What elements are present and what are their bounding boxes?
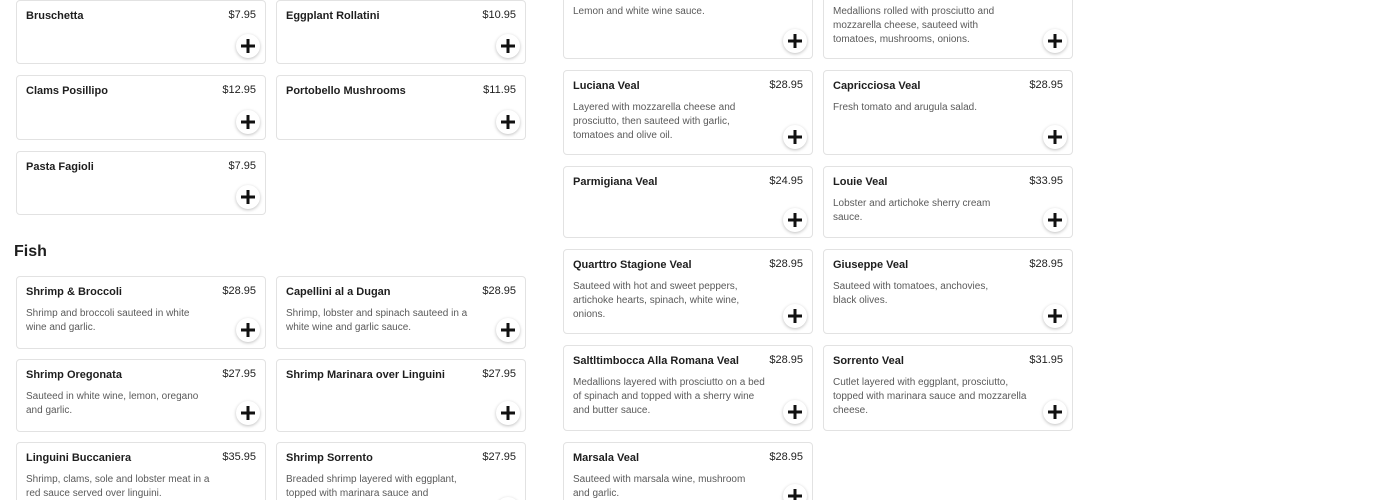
item-price: $7.95 [228, 9, 256, 21]
menu-item-card[interactable] [16, 0, 266, 64]
add-item-button[interactable] [496, 401, 520, 425]
item-price: $27.95 [222, 368, 256, 380]
add-item-button[interactable] [783, 29, 807, 53]
item-price: $28.95 [769, 79, 803, 91]
item-name: Capellini al a Dugan [286, 286, 391, 298]
add-item-button[interactable] [236, 110, 260, 134]
add-item-button[interactable] [783, 484, 807, 500]
item-name: Capricciosa Veal [833, 80, 921, 92]
plus-icon [788, 405, 802, 419]
add-item-button[interactable] [783, 304, 807, 328]
add-item-button[interactable] [1043, 400, 1067, 424]
menu-item-card[interactable] [276, 359, 526, 432]
menu-item-card[interactable] [276, 442, 526, 500]
plus-icon [788, 213, 802, 227]
add-item-button[interactable] [496, 318, 520, 342]
plus-icon [501, 323, 515, 337]
item-name: Portobello Mushrooms [286, 85, 406, 97]
plus-icon [1048, 309, 1062, 323]
item-description: Sauteed with hot and sweet peppers, artichoke hearts, spinach, white wine, onions. [573, 281, 740, 320]
menu-item-card[interactable] [823, 249, 1073, 334]
item-price: $11.95 [483, 84, 516, 96]
item-price: $24.95 [769, 175, 803, 187]
section-title-fish: Fish [14, 243, 47, 260]
item-description: Sauteed in white wine, lemon, oregano and garlic. [26, 391, 199, 416]
item-price: $35.95 [222, 451, 256, 463]
item-price: $28.95 [769, 354, 803, 366]
plus-icon [501, 115, 515, 129]
menu-item-card[interactable] [563, 249, 813, 334]
item-name: Shrimp Oregonata [26, 369, 122, 381]
item-description: Shrimp and broccoli sauteed in white wine and garlic. [26, 308, 190, 333]
plus-icon [788, 34, 802, 48]
add-item-button[interactable] [236, 185, 260, 209]
item-description: Breaded shrimp layered with eggplant, topped with marinara sauce and [286, 474, 457, 499]
add-item-button[interactable] [496, 34, 520, 58]
item-description: Sauteed with tomatoes, anchovies, black olives. [833, 281, 989, 306]
menu-item-card[interactable] [16, 75, 266, 140]
menu-item-card[interactable] [563, 442, 813, 500]
item-name: Saltltimbocca Alla Romana Veal [573, 355, 739, 367]
plus-icon [241, 323, 255, 337]
add-item-button[interactable] [1043, 125, 1067, 149]
item-name: Clams Posillipo [26, 85, 108, 97]
menu-item-card[interactable] [276, 0, 526, 64]
item-description: Cutlet layered with eggplant, prosciutto, topped with marinara sauce and mozzarella cheese. [833, 377, 1027, 416]
item-description: Lobster and artichoke sherry cream sauce. [833, 198, 991, 223]
item-price: $27.95 [482, 451, 516, 463]
plus-icon [501, 406, 515, 420]
item-price: $28.95 [769, 451, 803, 463]
menu-item-card[interactable] [823, 0, 1073, 59]
item-name: Giuseppe Veal [833, 259, 909, 271]
item-name: Parmigiana Veal [573, 176, 658, 188]
plus-icon [788, 309, 802, 323]
menu-item-card[interactable] [16, 276, 266, 349]
item-price: $10.95 [482, 9, 516, 21]
plus-icon [241, 115, 255, 129]
add-item-button[interactable] [496, 110, 520, 134]
item-description: Shrimp, clams, sole and lobster meat in a red sauce served over linguini. [26, 474, 210, 499]
item-name: Pasta Fagioli [26, 161, 94, 173]
add-item-button[interactable] [783, 400, 807, 424]
menu-item-card[interactable] [563, 70, 813, 155]
menu-item-card[interactable] [16, 151, 266, 215]
item-name: Eggplant Rollatini [286, 10, 380, 22]
item-price: $28.95 [482, 285, 516, 297]
item-name: Sorrento Veal [833, 355, 904, 367]
item-price: $28.95 [222, 285, 256, 297]
item-price: $12.95 [222, 84, 256, 96]
plus-icon [241, 39, 255, 53]
menu-item-card[interactable] [823, 166, 1073, 238]
item-description: Sauteed with marsala wine, mushroom and garlic. [573, 474, 746, 499]
plus-icon [788, 489, 802, 500]
item-name: Linguini Buccaniera [26, 452, 132, 464]
menu-item-card[interactable] [16, 359, 266, 432]
menu-item-card[interactable] [276, 75, 526, 140]
item-price: $31.95 [1029, 354, 1063, 366]
add-item-button[interactable] [236, 318, 260, 342]
item-price: $7.95 [228, 160, 256, 172]
item-name: Shrimp & Broccoli [26, 286, 122, 298]
item-name: Shrimp Sorrento [286, 452, 373, 464]
plus-icon [1048, 34, 1062, 48]
plus-icon [501, 39, 515, 53]
menu-item-card[interactable] [563, 0, 813, 59]
item-price: $28.95 [1029, 79, 1063, 91]
add-item-button[interactable] [236, 401, 260, 425]
item-name: Shrimp Marinara over Linguini [286, 369, 445, 381]
item-price: $28.95 [1029, 258, 1063, 270]
item-description: Medallions rolled with prosciutto and mozzarella cheese, sauteed with tomatoes, mushrooms, onions. [833, 6, 995, 45]
add-item-button[interactable] [236, 34, 260, 58]
add-item-button[interactable] [1043, 304, 1067, 328]
item-price: $33.95 [1029, 175, 1063, 187]
item-price: $27.95 [482, 368, 516, 380]
menu-item-card[interactable] [16, 442, 266, 500]
item-description: Medallions layered with prosciutto on a bed of spinach and topped with a sherry wine and butter sauce. [573, 377, 765, 416]
menu-item-card[interactable] [563, 166, 813, 238]
item-name: Bruschetta [26, 10, 84, 22]
plus-icon [241, 190, 255, 204]
plus-icon [241, 406, 255, 420]
add-item-button[interactable] [1043, 29, 1067, 53]
item-description: Shrimp, lobster and spinach sauteed in a white wine and garlic sauce. [286, 308, 468, 333]
plus-icon [1048, 130, 1062, 144]
item-description: Fresh tomato and arugula salad. [833, 102, 977, 113]
item-description: Lemon and white wine sauce. [573, 6, 705, 17]
item-name: Marsala Veal [573, 452, 640, 464]
menu-item-card[interactable] [276, 276, 526, 349]
item-description: Layered with mozzarella cheese and prosciutto, then sauteed with garlic, tomatoes and olive oil. [573, 102, 736, 141]
add-item-button[interactable] [783, 125, 807, 149]
item-price: $28.95 [769, 258, 803, 270]
add-item-button[interactable] [783, 208, 807, 232]
item-name: Luciana Veal [573, 80, 640, 92]
plus-icon [1048, 405, 1062, 419]
menu-item-card[interactable] [563, 345, 813, 431]
menu-item-card[interactable] [823, 70, 1073, 155]
item-name: Louie Veal [833, 176, 888, 188]
item-name: Quarttro Stagione Veal [573, 259, 692, 271]
plus-icon [1048, 213, 1062, 227]
add-item-button[interactable] [1043, 208, 1067, 232]
menu-item-card[interactable] [823, 345, 1073, 431]
plus-icon [788, 130, 802, 144]
